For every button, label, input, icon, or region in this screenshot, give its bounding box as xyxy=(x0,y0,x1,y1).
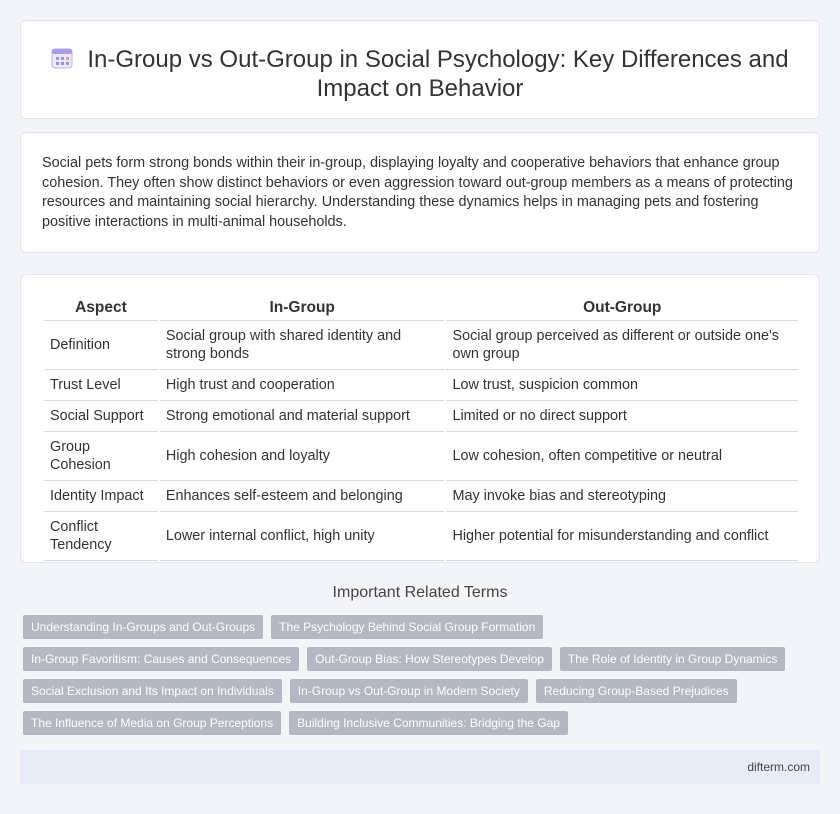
footer xyxy=(20,750,820,784)
table-cell: Identity Impact xyxy=(44,481,158,512)
table-cell: Higher potential for misunderstanding and conflict xyxy=(446,512,798,561)
column-header: In-Group xyxy=(160,297,445,321)
related-term-link[interactable]: In-Group vs Out-Group in Modern Society xyxy=(290,679,528,703)
table-cell: Social group perceived as different or outside one's own group xyxy=(446,321,798,370)
comparison-table-card xyxy=(20,274,820,563)
related-terms-heading: Important Related Terms xyxy=(332,584,508,601)
table-cell: Trust Level xyxy=(44,370,158,401)
related-term-link[interactable]: Social Exclusion and Its Impact on Individuals xyxy=(23,679,282,703)
table-cell: Low trust, suspicion common xyxy=(446,370,798,401)
table-cell: High cohesion and loyalty xyxy=(160,432,445,481)
related-term-link[interactable]: Understanding In-Groups and Out-Groups xyxy=(23,615,263,639)
table-row xyxy=(44,401,798,432)
table-cell: Social group with shared identity and strong bonds xyxy=(160,321,445,370)
related-term-link[interactable]: The Influence of Media on Group Perceptions xyxy=(23,711,281,735)
table-row xyxy=(44,432,798,481)
table-cell: High trust and cooperation xyxy=(160,370,445,401)
table-cell: Strong emotional and material support xyxy=(160,401,445,432)
table-cell: Limited or no direct support xyxy=(446,401,798,432)
table-cell: Conflict Tendency xyxy=(44,512,158,561)
table-cell: Lower internal conflict, high unity xyxy=(160,512,445,561)
related-term-link[interactable]: The Psychology Behind Social Group Formation xyxy=(271,615,543,639)
table-cell: Group Cohesion xyxy=(44,432,158,481)
table-row xyxy=(44,370,798,401)
table-cell: Definition xyxy=(44,321,158,370)
table-row xyxy=(44,512,798,561)
table-header-row xyxy=(44,297,798,321)
column-header: Aspect xyxy=(44,297,158,321)
comparison-table xyxy=(42,297,800,561)
header-card xyxy=(20,20,820,119)
table-cell: Low cohesion, often competitive or neutral xyxy=(446,432,798,481)
calendar-grid-icon xyxy=(51,47,73,69)
intro-paragraph: Social pets form strong bonds within their in-group, displaying loyalty and cooperative behaviors that enhance group cohesion. They often show distinct behaviors or even aggression toward out-group members as a means of protecting resources and maintaining social hierarchy. Understanding these dynamics helps in managing pets and fostering positive interactions in multi-animal households. xyxy=(42,155,793,230)
related-term-link[interactable]: In-Group Favoritism: Causes and Consequences xyxy=(23,647,299,671)
table-row xyxy=(44,481,798,512)
related-term-link[interactable]: The Role of Identity in Group Dynamics xyxy=(560,647,785,671)
related-term-link[interactable]: Out-Group Bias: How Stereotypes Develop xyxy=(307,647,552,671)
table-row xyxy=(44,321,798,370)
related-term-link[interactable]: Building Inclusive Communities: Bridging the Gap xyxy=(289,711,568,735)
related-terms-list xyxy=(23,615,823,735)
table-cell: Social Support xyxy=(44,401,158,432)
column-header: Out-Group xyxy=(446,297,798,321)
table-cell: May invoke bias and stereotyping xyxy=(446,481,798,512)
related-term-link[interactable]: Reducing Group-Based Prejudices xyxy=(536,679,737,703)
intro-card xyxy=(20,132,820,253)
footer-site-link[interactable]: difterm.com xyxy=(747,760,810,774)
page-title: In-Group vs Out-Group in Social Psychology: Key Differences and Impact on Behavior xyxy=(87,46,789,102)
table-cell: Enhances self-esteem and belonging xyxy=(160,481,445,512)
